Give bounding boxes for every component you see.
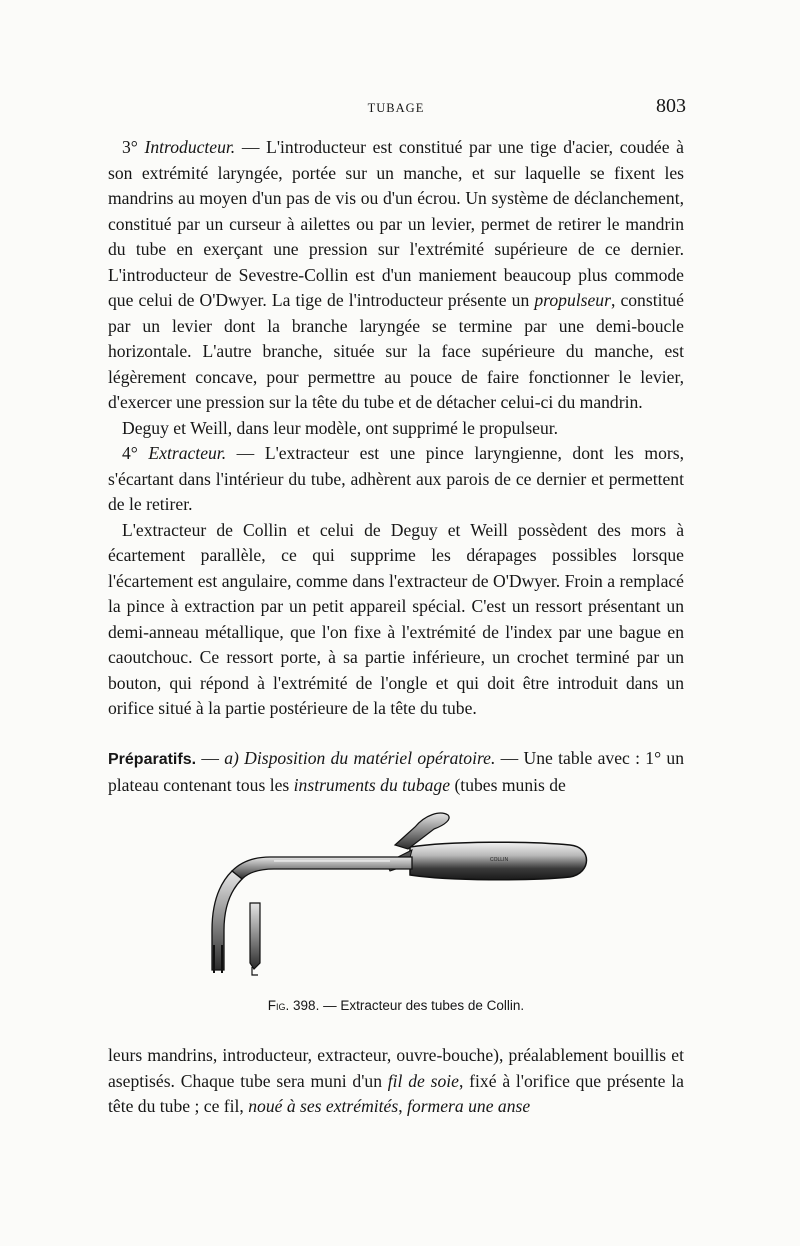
emphasized-term: instruments du tubage (293, 774, 451, 795)
extractor-shaft (232, 857, 412, 879)
section-title: Introducteur. (144, 137, 236, 157)
item-number: 4° (122, 443, 149, 463)
page-number: 803 (656, 95, 686, 117)
section-title: Extracteur. (148, 443, 227, 463)
extractor-handle (410, 842, 587, 880)
paragraph-text: — L'extracteur est une pince laryngienne, dont les mors, s'écartant dans l'intérieur du tube, adhèrent aux parois de ce dernier et permettent de le retirer. (108, 443, 684, 514)
section-heading: Préparatifs. (108, 751, 197, 768)
paragraph-introducteur (108, 135, 684, 416)
emphasized-term: propulseur (534, 290, 611, 310)
paragraph-text: , constitué par un levier dont la branche laryngée se termine par une demi-boucle horizontale. L'autre branche, située sur la face supérieure du manche, est légèrement concave, pour permettre au pouce de faire fonctionner le levier, d'exercer une pression sur la tête du tube et de détacher celui-ci du mandrin. (108, 290, 684, 412)
laryngeal-jaws (212, 871, 242, 973)
caption-prefix: Fig. 398. (267, 998, 320, 1013)
page-header (108, 97, 684, 121)
paragraph-continued (108, 1043, 684, 1120)
figure-caption (108, 998, 684, 1013)
caption-text: — Extracteur des tubes de Collin. (319, 998, 525, 1013)
paragraph-extracteur (108, 441, 684, 518)
emphasized-term: formera une anse (407, 1096, 531, 1116)
text-block-lower (108, 1043, 684, 1120)
paragraph-deguy-weill: Deguy et Weill, dans leur modèle, ont supprimé le propulseur. (122, 417, 559, 438)
engraving-label: COLLIN (490, 857, 509, 863)
emphasized-term: noué à ses extrémités (248, 1096, 399, 1116)
paragraph-text: (tubes munis de (450, 774, 566, 795)
paragraph-collin-extracteur: L'extracteur de Collin et celui de Deguy et Weill possèdent des mors à écartement parallèle, ce qui supprime les dérapages possibles lorsque l'écartement est angulaire, comme dans l'extracteur de O'Dwyer. Froin a remplacé la pince à extraction par un petit appareil spécial. C'est un ressort présentant un demi-anneau métallique, que l'on fixe à l'extrémité de l'index par une bague en caoutchouc. Ce ressort porte, à sa partie inférieure, un crochet terminé par un bouton, qui répond à l'extrémité de l'ongle et qui doit être introduit dans un orifice situé à la partie postérieure de la tête du tube. (108, 519, 684, 718)
paragraph-text: — L'introducteur est constitué par une tige d'acier, coudée à son extrémité laryngée, portée sur un manche, et sur laquelle se fixent les mandrins au moyen d'un pas de vis ou d'un écrou. Un système de déclanchement, constitué par un curseur à ailettes ou par un levier, permet de retirer le mandrin du tube en exerçant une pression sur l'extrémité supérieure de ce dernier. L'introducteur de Sevestre-Collin est d'un maniement beaucoup plus commode que celui de O'Dwyer. La tige de l'introducteur présente un (108, 137, 684, 310)
detached-jaw (250, 903, 260, 975)
running-title: TUBAGE (367, 101, 425, 115)
item-number: 3° (122, 137, 145, 157)
dash: — (196, 748, 225, 768)
paragraph-text: leurs mandrins, introducteur, extracteur, ouvre-bouche), préalablement bouillis et aseptisés. Chaque tube sera muni d'un (108, 1045, 684, 1091)
paragraph-preparatifs (108, 746, 684, 798)
text-block-preparatifs (108, 746, 684, 798)
extractor-figure (190, 805, 600, 980)
paragraph-text: — Une table avec : 1° un plateau contenant tous les (108, 748, 684, 795)
paragraph-text: , fixé à l'orifice que présente la tête du tube ; ce fil, (108, 1070, 684, 1116)
paragraph-text: , (398, 1096, 408, 1116)
subsection-label: a) Disposition du matériel opératoire. (224, 748, 496, 768)
text-block-upper (108, 135, 684, 722)
emphasized-term: fil de soie (387, 1070, 459, 1091)
